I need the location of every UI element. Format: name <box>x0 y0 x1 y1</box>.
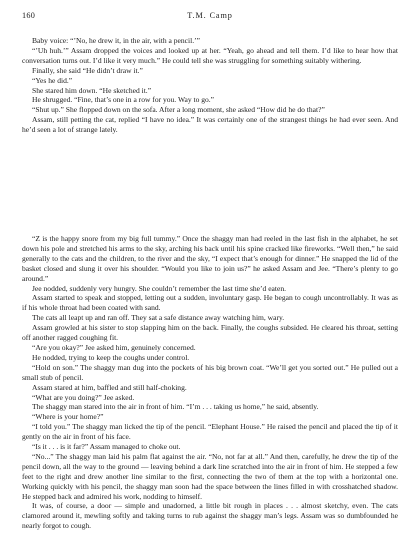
paragraph: “Hold on son.” The shaggy man dug into the pockets of his big brown coat. “We’ll get you sorted out.” He pulled out a small stub of pencil. <box>22 362 398 382</box>
page-header <box>22 11 398 23</box>
paragraph: Assam, still petting the cat, replied “I have no idea.” It was certainly one of the strangest things he had ever seen. And he’d seen a lot of strange lately. <box>22 115 398 135</box>
paragraph: Finally, she said “He didn’t draw it.” <box>32 65 143 75</box>
paragraph: She stared him down. “He sketched it.” <box>32 85 152 95</box>
paragraph: Jee nodded, suddenly very hungry. She couldn’t remember the last time she’d eaten. <box>32 283 287 293</box>
paragraph: “Is it . . . is it far?” Assam managed to choke out. <box>32 442 181 452</box>
paragraph: “What are you doing?” Jee asked. <box>32 392 135 402</box>
paragraph: The shaggy man stared into the air in front of him. “I’m . . . taking us home,” he said, absently. <box>32 402 319 412</box>
paragraph: The cats all leapt up and ran off. They sat a safe distance away watching him, wary. <box>32 313 285 323</box>
paragraph: Assam stared at him, baffled and still half-choking. <box>32 382 187 392</box>
paragraph: “Z is the happy snore from my big full tummy.” Once the shaggy man had reeled in the last fish in the alphabet, he set down his pole and stretched his arms to the sky, arching his back until his spine cracked like fireworks. “Well then,” he said generally to the cats and the children, to the river and the sky, “I expect that’s enough for dinner.” He snapped the lid of the basket closed and slung it over his shoulder. “Would you like to join us?” he asked Assam and Jee. “There’s plenty to go around.” <box>22 234 398 283</box>
paragraph: He nodded, trying to keep the coughs under control. <box>32 352 190 362</box>
paragraph: Assam started to speak and stopped, letting out a sudden, involuntary gasp. He began to cough uncontrollably. It was as if his whole throat had been coated with sand. <box>22 293 398 313</box>
paragraph: Baby voice: “’No, he drew it, in the air, with a pencil.’” <box>32 36 200 45</box>
paragraph: “Are you okay?” Jee asked him, genuinely concerned. <box>32 342 196 352</box>
paragraph: He shrugged. “Fine, that’s one in a row for you. Way to go.” <box>32 95 215 105</box>
page-number: 160 <box>22 11 36 20</box>
paragraph: “Shut up.” She flopped down on the sofa. After a long moment, she asked “How did he do that?” <box>32 105 325 115</box>
section-one <box>22 36 398 135</box>
paragraph: Assam growled at his sister to stop slapping him on the back. Finally, the coughs subsided. He cleared his throat, setting off another ragged coughing fit. <box>22 323 398 343</box>
section-two <box>22 234 398 531</box>
paragraph: “’Uh huh.’” Assam dropped the voices and looked up at her. “Yeah, go ahead and tell them. I’d like to hear how that conversation turns out. I’d like it very much.” He could tell she was struggling for something suitably withering. <box>22 45 398 65</box>
running-head: T.M. Camp <box>187 11 233 20</box>
paragraph: “I told you.” The shaggy man licked the tip of the pencil. “Elephant House.” He raised the pencil and placed the tip of it gently on the air in front of his face. <box>22 422 398 442</box>
paragraph: “Where is your home?” <box>32 412 104 422</box>
paragraph: “No...” The shaggy man laid his palm flat against the air. “No, not far at all.” And then, carefully, he drew the tip of the pencil down, all the way to the ground — leaving behind a dark line scratched into the air in front of him. He stepped a few feet to the right and drew another line similar to the first, connecting the two of them at the top with a horizontal one. Working quickly with his pencil, the shaggy man soon had the space between the lines filled in with crosshatched shadow. He stepped back and admired his work, nodding to himself. <box>22 451 398 501</box>
paragraph: “Yes he did.” <box>32 75 73 85</box>
paragraph: It was, of course, a door — simple and unadorned, a little bit rough in places . . . almost sketchy, even. The cats clamored around it, mewling softly and taking turns to rub against the shaggy man’s legs. Assam was so dumbfounded he nearly forgot to cough. <box>22 501 398 531</box>
